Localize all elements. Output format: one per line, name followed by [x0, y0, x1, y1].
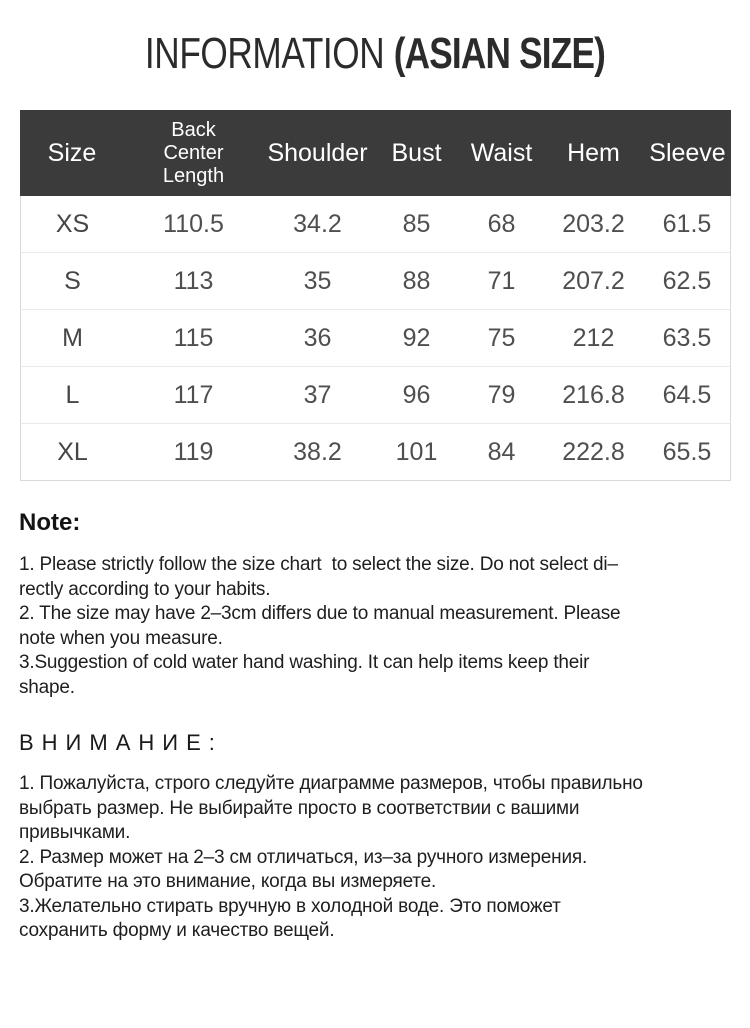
table-cell: 119: [125, 424, 263, 481]
table-cell: 96: [373, 367, 461, 424]
table-row: [20, 367, 731, 424]
table-row: [20, 310, 731, 367]
note-line: shape.: [19, 676, 75, 698]
table-row: [20, 253, 731, 310]
table-cell: 63.5: [645, 310, 731, 367]
table-cell: 34.2: [263, 196, 373, 253]
note-line: выбрать размер. Не выбирайте просто в соответствии с вашими: [19, 797, 580, 819]
note-line: 3.Suggestion of cold water hand washing. It can help items keep their: [19, 652, 590, 673]
column-header: Back Center Length: [125, 110, 263, 196]
table-cell: 62.5: [645, 253, 731, 310]
note-line: 2. Размер может на 2–3 см отличаться, из–за ручного измерения.: [19, 846, 588, 868]
table-cell: 203.2: [543, 196, 645, 253]
note-line: 1. Please strictly follow the size chart to select the size. Do not select di–: [19, 554, 618, 575]
table-cell: 37: [263, 367, 373, 424]
table-cell: 222.8: [543, 424, 645, 481]
table-cell: 115: [125, 310, 263, 367]
table-cell: 61.5: [645, 196, 731, 253]
note-line: 3.Желательно стирать вручную в холодной воде. Это поможет: [19, 895, 561, 917]
page-title-bold: (ASIAN SIZE): [393, 29, 606, 78]
note-line: Обратите на это внимание, когда вы измеряете.: [19, 871, 437, 892]
table-cell: 71: [461, 253, 543, 310]
table-cell: 36: [263, 310, 373, 367]
note-line: rectly according to your habits.: [19, 578, 271, 600]
note-line: 2. The size may have 2–3cm differs due to manual measurement. Please: [19, 603, 621, 624]
column-header: Shoulder: [263, 110, 373, 196]
note-line: note when you measure.: [19, 627, 223, 649]
page-title-regular: INFORMATION: [144, 29, 385, 78]
table-cell: 88: [373, 253, 461, 310]
table-cell: 84: [461, 424, 543, 481]
note-heading-en: Note:: [19, 509, 81, 536]
table-cell: 117: [125, 367, 263, 424]
table-cell: 216.8: [543, 367, 645, 424]
table-cell: 35: [263, 253, 373, 310]
table-cell: XL: [20, 424, 125, 481]
note-text-en: [19, 553, 731, 700]
table-cell: 75: [461, 310, 543, 367]
table-cell: 207.2: [543, 253, 645, 310]
table-cell: 68: [461, 196, 543, 253]
table-cell: 38.2: [263, 424, 373, 481]
column-header: Size: [20, 110, 125, 196]
size-table-body: [20, 196, 731, 481]
size-table-header: [20, 110, 731, 196]
column-header: Waist: [461, 110, 543, 196]
table-cell: XS: [20, 196, 125, 253]
note-line: сохранить форму и качество вещей.: [19, 920, 335, 941]
table-cell: 101: [373, 424, 461, 481]
column-header: Sleeve: [645, 110, 731, 196]
size-table: [20, 110, 731, 481]
size-info-page: [0, 28, 750, 1028]
notes-section: [19, 509, 731, 944]
table-row: [20, 196, 731, 253]
table-cell: 85: [373, 196, 461, 253]
note-line: привычками.: [19, 822, 131, 843]
column-header: Bust: [373, 110, 461, 196]
table-cell: 64.5: [645, 367, 731, 424]
table-row: [20, 424, 731, 481]
table-cell: 113: [125, 253, 263, 310]
table-cell: 110.5: [125, 196, 263, 253]
table-header-row: [20, 110, 731, 196]
note-line: 1. Пожалуйста, строго следуйте диаграмме размеров, чтобы правильно: [19, 773, 643, 794]
table-cell: S: [20, 253, 125, 310]
page-title: [75, 28, 675, 80]
table-cell: 92: [373, 310, 461, 367]
table-cell: 79: [461, 367, 543, 424]
table-cell: M: [20, 310, 125, 367]
note-text-ru: [19, 772, 731, 944]
column-header: Hem: [543, 110, 645, 196]
table-cell: 212: [543, 310, 645, 367]
note-heading-ru: ВНИМАНИЕ:: [19, 730, 223, 755]
table-cell: 65.5: [645, 424, 731, 481]
table-cell: L: [20, 367, 125, 424]
